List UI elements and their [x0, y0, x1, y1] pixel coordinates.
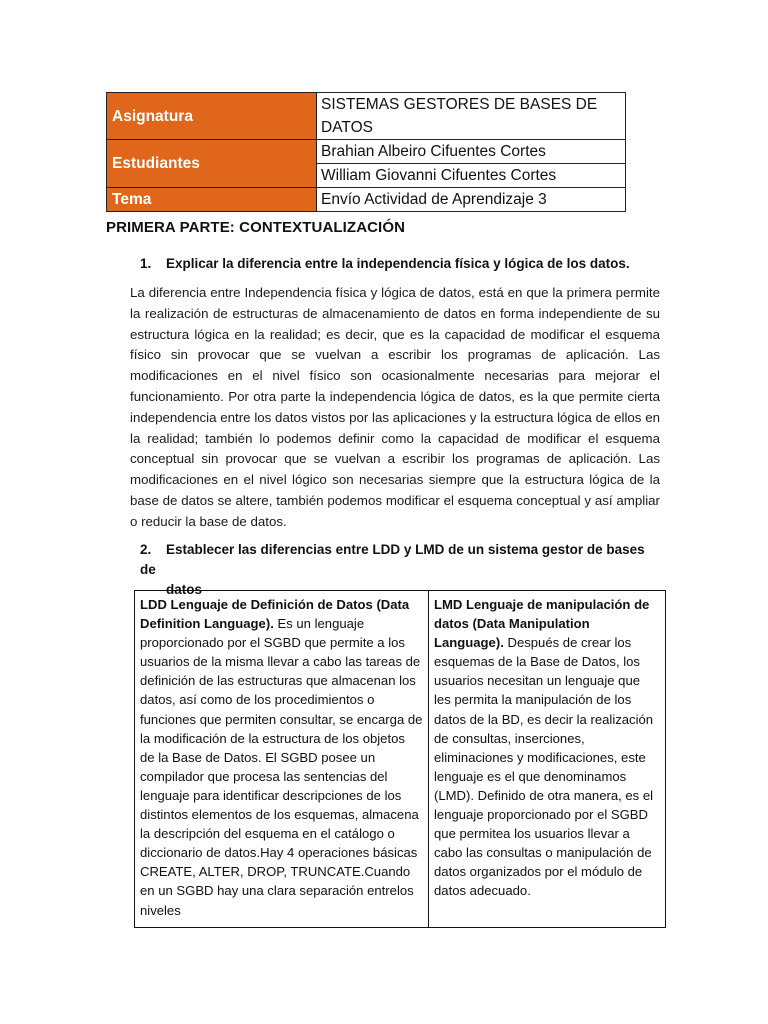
question-2-number: 2. [140, 542, 152, 557]
asignatura-value: SISTEMAS GESTORES DE BASES DE DATOS [317, 93, 626, 140]
estudiante-1: Brahian Albeiro Cifuentes Cortes [317, 140, 626, 164]
ldd-body: Es un lenguaje proporcionado por el SGBD que permite a los usuarios de la misma llevar a cabo las tareas de definición de las estructuras que almacenan los datos, así como de los procedimientos o funciones que permiten consultar, se encarga de la modificación de la estructura de los objetos de la Base de Datos. El SGBD posee un compilador que procesa las sentencias del lenguaje para identificar descripciones de los distintos elementos de los esquemas, almacena la descripción del esquema en el catálogo o diccionario de datos.Hay 4 operaciones básicas CREATE, ALTER, DROP, TRUNCATE.Cuando en un SGBD hay una clara separación entrelos niveles [140, 616, 423, 918]
ldd-title: LDD Lenguaje de Definición de Datos (Data Definition Language). [140, 597, 410, 632]
estudiante-2: William Giovanni Cifuentes Cortes [317, 164, 626, 188]
answer-1-paragraph: La diferencia entre Independencia física y lógica de datos, está en que la primera permite la realización de estructuras de almacenamiento de datos en forma independiente de su estructura lógica en la realidad; es decir, que es la capacidad de modificar el esquema físico sin provocar que se vuelvan a escribir los programas de aplicación. Las modificaciones en el nivel físico son ocasionalmente necesarias para mejorar el funcionamiento. Por otra parte la independencia lógica de datos, es la que permite cierta independencia entre los datos vistos por las aplicaciones y la estructura lógica de ellos en la realidad; también lo podemos definir como la capacidad de modificar el esquema conceptual sin provocar que se vuelvan a escribir los programas de aplicación. Las modificaciones en el nivel lógico son necesarias siempre que la estructura lógica de la base de datos se altere, también podemos modificar el esquema conceptual y así ampliar o reducir la base de datos. [130, 285, 660, 529]
question-1-text: Explicar la diferencia entre la independencia física y lógica de los datos. [166, 256, 630, 271]
lmd-cell [429, 591, 665, 927]
header-table [106, 92, 626, 212]
question-2-text-line1: Establecer las diferencias entre LDD y LMD de un sistema gestor de bases de [140, 542, 645, 577]
estudiantes-label: Estudiantes [107, 140, 317, 188]
comparison-table [134, 590, 666, 928]
ldd-cell [135, 591, 429, 927]
question-1 [140, 254, 630, 274]
tema-label: Tema [107, 188, 317, 212]
section-title: PRIMERA PARTE: CONTEXTUALIZACIÓN [106, 219, 406, 236]
asignatura-label: Asignatura [107, 93, 317, 140]
tema-value: Envío Actividad de Aprendizaje 3 [317, 188, 626, 212]
question-1-number: 1. [140, 256, 152, 271]
lmd-title: LMD Lenguaje de manipulación de datos (Data Manipulation Language). [434, 597, 650, 651]
lmd-body: Después de crear los esquemas de la Base de Datos, los usuarios necesitan un lenguaje que les permita la manipulación de los datos de la BD, es decir la realización de consultas, inserciones, eliminaciones y modificaciones, este lenguaje es el que denominamos (LMD). Definido de otra manera, es el lenguaje proporcionado por el SGBD que permitea los usuarios llevar a cabo las consultas o manipulación de datos organizados por el módulo de datos adecuado. [434, 635, 654, 899]
question-2-text-line2: datos [166, 582, 203, 597]
